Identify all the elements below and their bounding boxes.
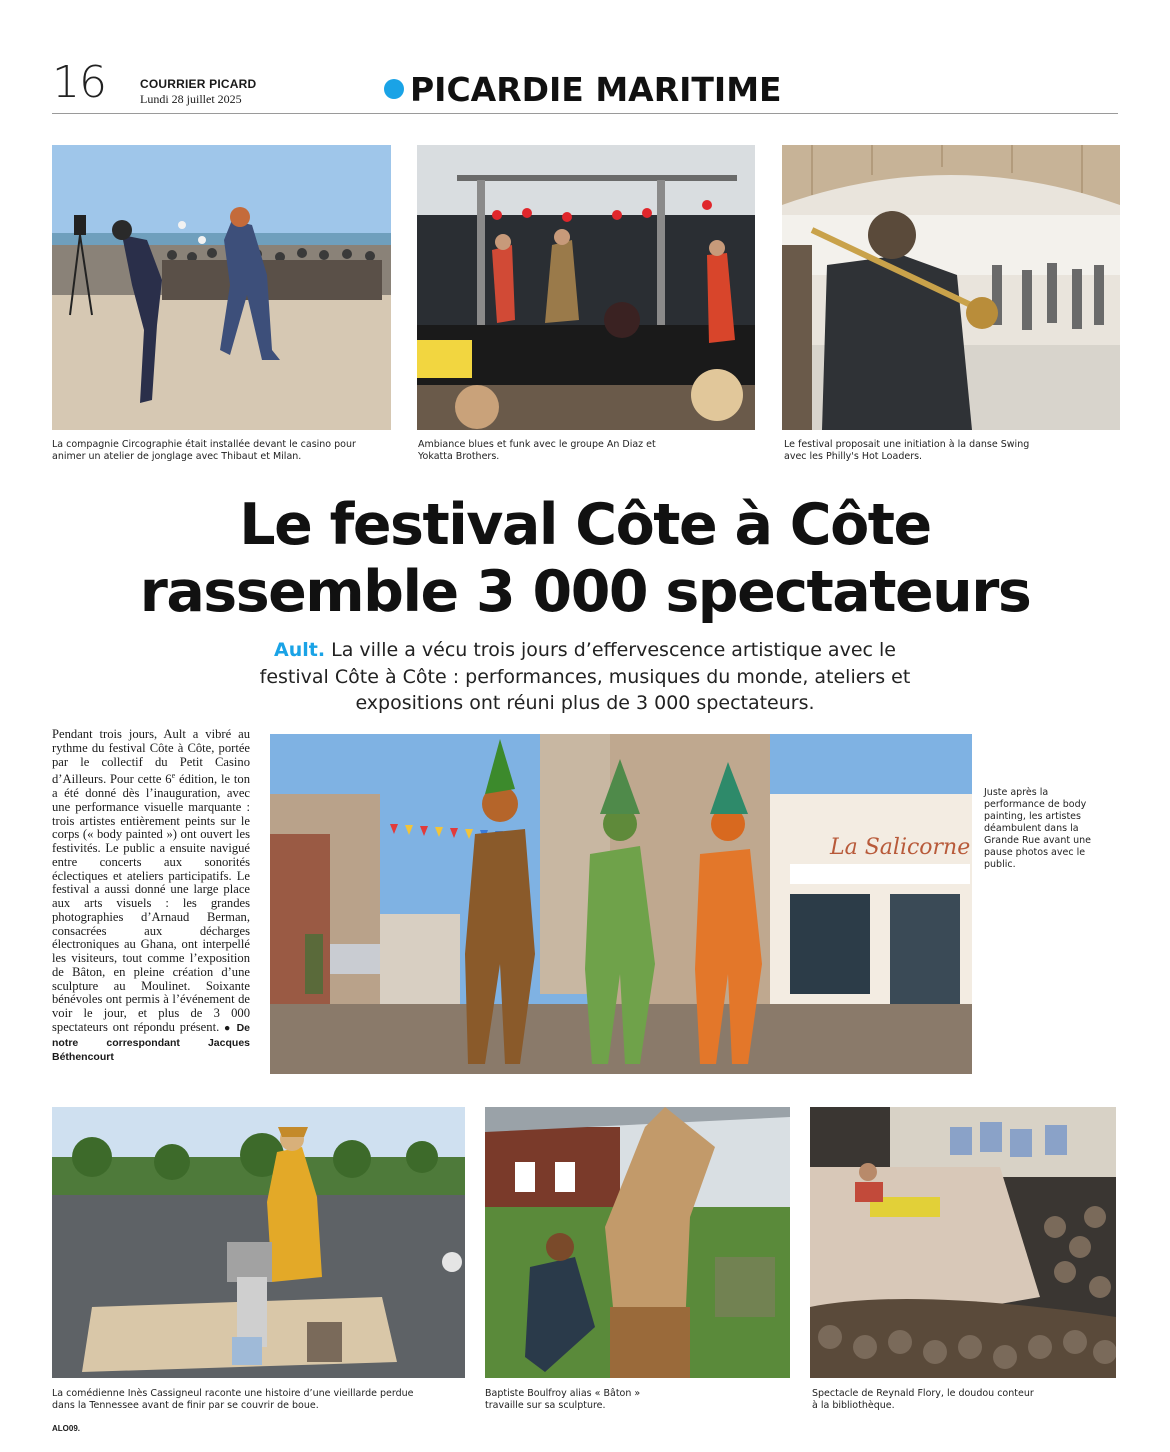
headline-line-2: rassemble 3 000 spectateurs — [139, 559, 1031, 625]
issue-date: Lundi 28 juillet 2025 — [140, 92, 242, 106]
caption-concert: Ambiance blues et funk avec le groupe An Diaz et Yokatta Brothers. — [418, 439, 656, 462]
caption-wood-sculpture: Baptiste Boulfroy alias « Bâton » travaille sur sa sculpture. — [485, 1388, 641, 1411]
shop-sign-text: La Salicorne — [830, 835, 971, 860]
article-signature: ● De notre correspondant Jacques Béthencourt — [52, 1021, 250, 1064]
article-text-1: Pendant trois jours, Ault a vibré au rythme du festival Côte à Côte, portée par le collectif du Petit Casino d’Ailleurs. Pour cette 6 — [52, 727, 250, 787]
edition-superscript: e — [171, 771, 176, 781]
body-painting-photo — [270, 734, 972, 1074]
standfirst-text: La ville a vécu trois jours d’effervescence artistique avec le festival Côte à Côte : performances, musiques du monde, ateliers et expositions ont réuni plus de 3 000 spectateurs. — [259, 639, 911, 714]
juggling-photo — [52, 145, 391, 430]
standfirst-location: Ault. — [274, 639, 326, 661]
caption-body-painting: Juste après la performance de body painting, les artistes déambulent dans la Grande Rue avant une pause photos avec le public. — [984, 787, 1091, 870]
page-number: 16 — [52, 57, 106, 108]
caption-swing: Le festival proposait une initiation à la danse Swing avec les Philly's Hot Loaders. — [784, 439, 1030, 462]
footer-code: ALO09. — [52, 1424, 81, 1433]
header-rule — [52, 113, 1118, 114]
caption-library-show: Spectacle de Reynald Flory, le doudou conteur à la bibliothèque. — [812, 1388, 1034, 1411]
caption-clay-storyteller: La comédienne Inès Cassigneul raconte une histoire d’une vieillarde perdue dans la Tennessee avant de finir par se couvrir de boue. — [52, 1388, 414, 1411]
caption-juggling: La compagnie Circographie était installée devant le casino pour animer un atelier de jonglage avec Thibaut et Milan. — [52, 439, 356, 462]
newspaper-name: COURRIER PICARD — [140, 77, 257, 91]
concert-stage-photo — [417, 145, 755, 430]
wood-sculpture-photo — [485, 1107, 790, 1378]
headline-line-1: Le festival Côte à Côte — [239, 492, 931, 558]
section-title: PICARDIE MARITIME — [410, 70, 782, 109]
section-dot-icon — [384, 79, 404, 99]
article-text-2: édition, le ton a été donné dès l’inauguration, avec une performance visuelle marquante : trois artistes entièrement peints sur le corps (« body painted ») ont ouvert les festivités. Le public a ensuite navigué entre concerts aux sonorités éclectiques et ateliers participatifs. Le festival a aussi donné une large place aux arts visuels : les grandes photographies d’Arnaud Berman, consacrées aux décharges électroniques au Ghana, ont interpellé les visiteurs, tout comme l’exposition de Bâton, en pleine création d’une sculpture au Moulinet. Soixante bénévoles ont permis à l’événement de voir le jour, et plus de 3 000 spectateurs ont répondu présent. — [52, 772, 250, 1034]
standfirst — [240, 637, 930, 717]
article-body — [52, 728, 250, 1065]
clay-storyteller-photo — [52, 1107, 465, 1378]
swing-dance-photo — [782, 145, 1120, 430]
library-show-photo — [810, 1107, 1116, 1378]
